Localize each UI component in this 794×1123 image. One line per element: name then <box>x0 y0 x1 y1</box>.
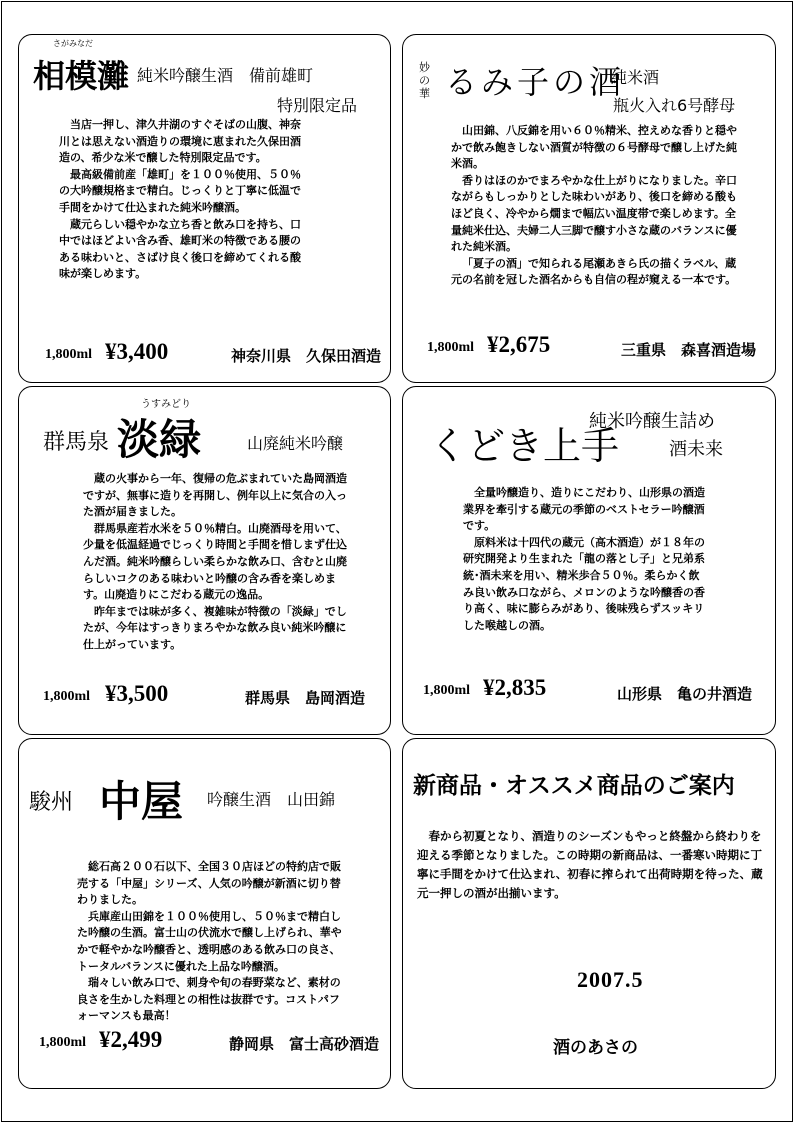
notice-heading: 新商品・オススメ商品のご案内 <box>413 773 735 799</box>
brand-prefix: 駿州 <box>29 790 74 815</box>
product-subtitle-2: 瓶火入れ6号酵母 <box>613 96 736 115</box>
brand-prefix: 妙の華 <box>419 61 430 100</box>
product-subtitle: 吟醸生酒 山田錦 <box>207 790 336 809</box>
brand-name: くどき上手 <box>429 424 620 468</box>
description-paragraph: 「夏子の酒」で知られる尾瀬あきら氏の描くラベル、蔵元の名前を冠した酒名からも自信の程が窺える一本です。 <box>451 256 737 287</box>
description-paragraph: 蔵元らしい穏やかな立ち香と飲み口を持ち、口中ではほどよい含み香、雄町米の特徴である腰のある味わいと、さばけ良く後口を締めてくれる酸味が楽しめます。 <box>59 217 301 281</box>
product-description <box>83 471 353 654</box>
description-paragraph: 群馬県産若水米を５０％精白。山廃酒母を用いて、少量を低温経過でじっくり時間と手間を惜しまず仕込んだ酒。純米吟醸らしい柔らかな飲み口、含むと山廃らしいコクのある味わいと吟醸の含み香を楽しめます。山廃造りにこだわる蔵元の逸品。 <box>83 521 347 602</box>
price: ¥3,400 <box>105 339 169 364</box>
brand-ruby: うすみどり <box>141 399 191 410</box>
description-paragraph: 昨年までは味が多く、複雑味が特徴の「淡緑」でしたが、今年はすっきりまろやかな飲み良い純米吟醸に仕上がっています。 <box>83 604 347 651</box>
product-subtitle: 純米吟醸生酒 備前雄町 <box>137 66 314 85</box>
brand-ruby: さがみなだ <box>53 39 93 48</box>
brewery: 三重県 森喜酒造場 <box>621 341 757 359</box>
product-subtitle: 山廃純米吟醸 <box>247 434 344 453</box>
product-subtitle-2: 酒未来 <box>669 439 723 460</box>
description-paragraph: 総石高２００石以下、全国３０店ほどの特約店で販売する「中屋」シリーズ、人気の吟醸が新酒に切り替わりました。 <box>77 860 341 907</box>
brewery: 群馬県 島岡酒造 <box>245 689 366 707</box>
brand-prefix: 群馬泉 <box>43 430 110 455</box>
price: ¥2,835 <box>483 675 547 700</box>
brand-name: 相模灘 <box>33 57 130 95</box>
brand-name: 中屋 <box>99 777 184 826</box>
brand-name: 淡緑 <box>117 415 202 464</box>
volume: 1,800ml <box>39 1035 87 1050</box>
product-card-nakaya <box>18 738 391 1089</box>
brand-name: るみ子の酒 <box>445 63 626 101</box>
product-card-sagaminada <box>18 34 391 383</box>
brewery: 神奈川県 久保田酒造 <box>231 347 382 365</box>
volume: 1,800ml <box>45 347 93 362</box>
description-paragraph: 最高級備前産「雄町」を１００％使用、５０％の大吟醸規格まで精白。じっくりと丁寧に低温で手間をかけて仕込まれた純米吟醸酒。 <box>59 167 301 214</box>
product-card-rumiko <box>402 34 776 383</box>
product-card-usumidori <box>18 386 391 735</box>
price: ¥2,499 <box>99 1027 163 1052</box>
volume: 1,800ml <box>423 683 471 698</box>
description-paragraph: 山田錦、八反錦を用い６０％精米、控えめな香りと穏やかで飲み飽きしない酒質が特徴の６号酵母で醸し上げた純米酒。 <box>451 124 737 171</box>
price: ¥3,500 <box>105 681 169 706</box>
notice-text <box>417 827 763 903</box>
product-description <box>59 117 311 283</box>
product-card-kudokijouzu <box>402 386 776 735</box>
notice-paragraph: 春から初夏となり、酒造りのシーズンもやっと終盤から終わりを迎える季節となりました。この時期の新商品は、一番寒い時期に丁寧に手間をかけて仕込まれ、初春に搾られて出荷時期を待った、蔵元一押しの酒が出揃います。 <box>417 829 763 900</box>
product-subtitle: 純米吟醸生詰め <box>589 411 715 432</box>
brewery: 静岡県 富士高砂酒造 <box>229 1035 380 1053</box>
volume: 1,800ml <box>43 689 91 704</box>
product-subtitle: 純米酒 <box>611 68 660 87</box>
description-paragraph: 兵庫産山田錦を１００％使用し、５０％まで精白した吟醸の生酒。富士山の伏流水で醸し上げられ、華やかで軽やかな吟醸香と、透明感のある飲み口の良さ、トータルバランスに優れた上品な吟醸酒。 <box>77 909 342 973</box>
description-paragraph: 当店一押し、津久井湖のすぐそばの山腹、神奈川とは思えない酒造りの環境に恵まれた久保田酒造の、希少な米で醸した特別限定品です。 <box>59 118 301 165</box>
brewery: 山形県 亀の井酒造 <box>617 685 753 703</box>
notice-date: 2007.5 <box>577 967 644 992</box>
product-subtitle-2: 特別限定品 <box>277 96 358 115</box>
volume: 1,800ml <box>427 340 475 355</box>
description-paragraph: 香りはほのかでまろやかな仕上がりになりました。辛口ながらもしっかりとした味わいがあり、後口を締める酸もほど良く、冷やから燗まで幅広い温度帯で楽しめます。全量純米仕込、夫婦二人三脚で醸す小さな蔵のバランスに優れた純米酒。 <box>451 173 737 254</box>
price: ¥2,675 <box>487 332 551 357</box>
description-paragraph: 蔵の火事から一年、復帰の危ぶまれていた島岡酒造ですが、無事に造りを再開し、例年以上に気合の入った酒が届きました。 <box>83 472 347 519</box>
product-description <box>451 123 737 289</box>
shop-name: 酒のあさの <box>553 1038 638 1058</box>
notice-card <box>402 738 776 1089</box>
description-paragraph: 全量吟醸造り、造りにこだわり、山形県の酒造業界を牽引する蔵元の季節のベストセラー吟醸酒です。 <box>463 486 705 533</box>
description-paragraph: 瑞々しい飲み口で、刺身や旬の春野菜など、素材の良さを生かした料理との相性は抜群です。コストパフォーマンスも最高！ <box>77 976 341 1023</box>
product-description <box>77 859 349 1025</box>
product-description <box>463 485 707 634</box>
description-paragraph: 原料米は十四代の蔵元（高木酒造）が１８年の研究開発より生まれた「龍の落とし子」と兄弟系統･酒未来を用い、精米歩合５０％。柔らかく飲み良い飲み口ながら、メロンのような吟醸香の香り高く、味に膨らみがあり、後味残らずスッキリした喉越しの酒。 <box>463 535 705 632</box>
